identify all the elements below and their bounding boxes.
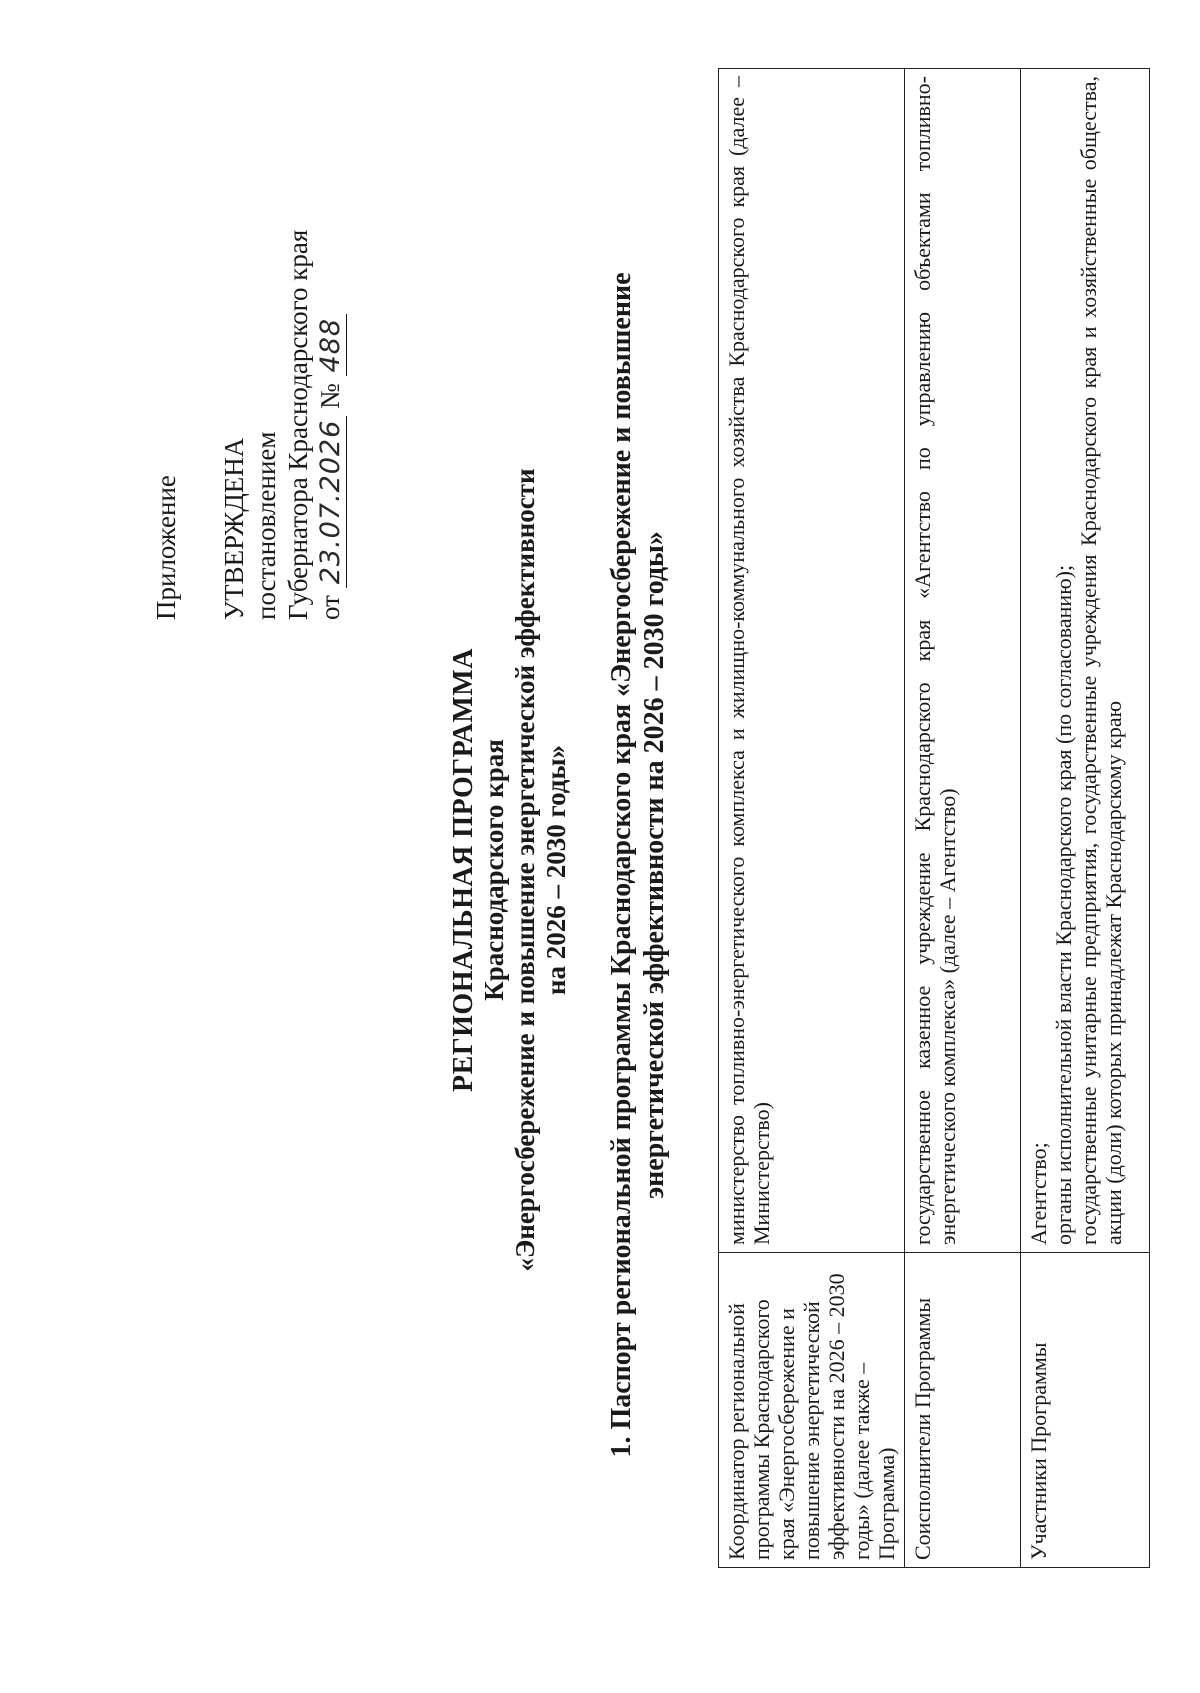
program-region: Краснодарского края (479, 739, 509, 1001)
passport-table (718, 68, 1150, 1568)
cell-line: органы исполнительной власти Краснодарского края (по согласованию); (1051, 564, 1076, 1245)
row-value-coordinator (719, 69, 905, 1253)
table-row (719, 69, 905, 1568)
passport-heading (605, 140, 671, 1590)
resolution-label: постановлением (251, 431, 281, 620)
appendix-label: Приложение (151, 475, 181, 620)
program-name: «Энергосбережение и повышение энергетической эффективности (510, 468, 540, 1272)
handwritten-date: 23.07.2026 (315, 416, 347, 589)
number-prefix: № (315, 383, 345, 409)
date-prefix: от (315, 595, 345, 620)
cell-line: министерство топливно-энергетического комплекса и жилищно-коммунального хозяйства Краснодарского края (далее – Министерство) (724, 76, 774, 1245)
row-label-participants: Участники Программы (1021, 1253, 1150, 1568)
program-heading: РЕГИОНАЛЬНАЯ ПРОГРАММА (448, 648, 479, 1092)
program-period: на 2026 – 2030 годы» (541, 744, 571, 996)
passport-heading-line2: энергетической эффективности на 2026 – 2030 годы» (639, 531, 670, 1199)
cell-line: государственное казенное учреждение Краснодарского края «Агентство по управлению объектами топливно-энергетического комплекса» (далее – Агентство) (910, 76, 960, 1245)
row-label-co-executors: Соисполнители Программы (905, 1253, 1021, 1568)
row-label-coordinator: Координатор региональной программы Краснодарского края «Энергосбережение и повышение энергетической эффективности на 2026 – 2030 годы» (далее также – Программа) (719, 1253, 905, 1568)
date-number-row (314, 160, 347, 620)
table-row (905, 69, 1021, 1568)
row-value-co-executors (905, 69, 1021, 1253)
handwritten-number: 488 (315, 314, 347, 377)
approval-stamp-block (150, 160, 347, 620)
table-row (1021, 69, 1150, 1568)
cell-line: Агентство; (1026, 1142, 1051, 1245)
governor-label: Губернатора Краснодарского края (283, 229, 313, 620)
program-title (448, 320, 572, 1420)
row-value-participants (1021, 69, 1150, 1253)
approved-label: УТВЕРЖДЕНА (219, 437, 249, 620)
cell-line: государственные унитарные предприятия, государственные учреждения Краснодарского края и хозяйственные общества, акции (доли) которых принадлежат Краснодарскому краю (1076, 76, 1126, 1245)
passport-heading-line1: 1. Паспорт региональной программы Краснодарского края «Энергосбережение и повышение (606, 272, 637, 1458)
